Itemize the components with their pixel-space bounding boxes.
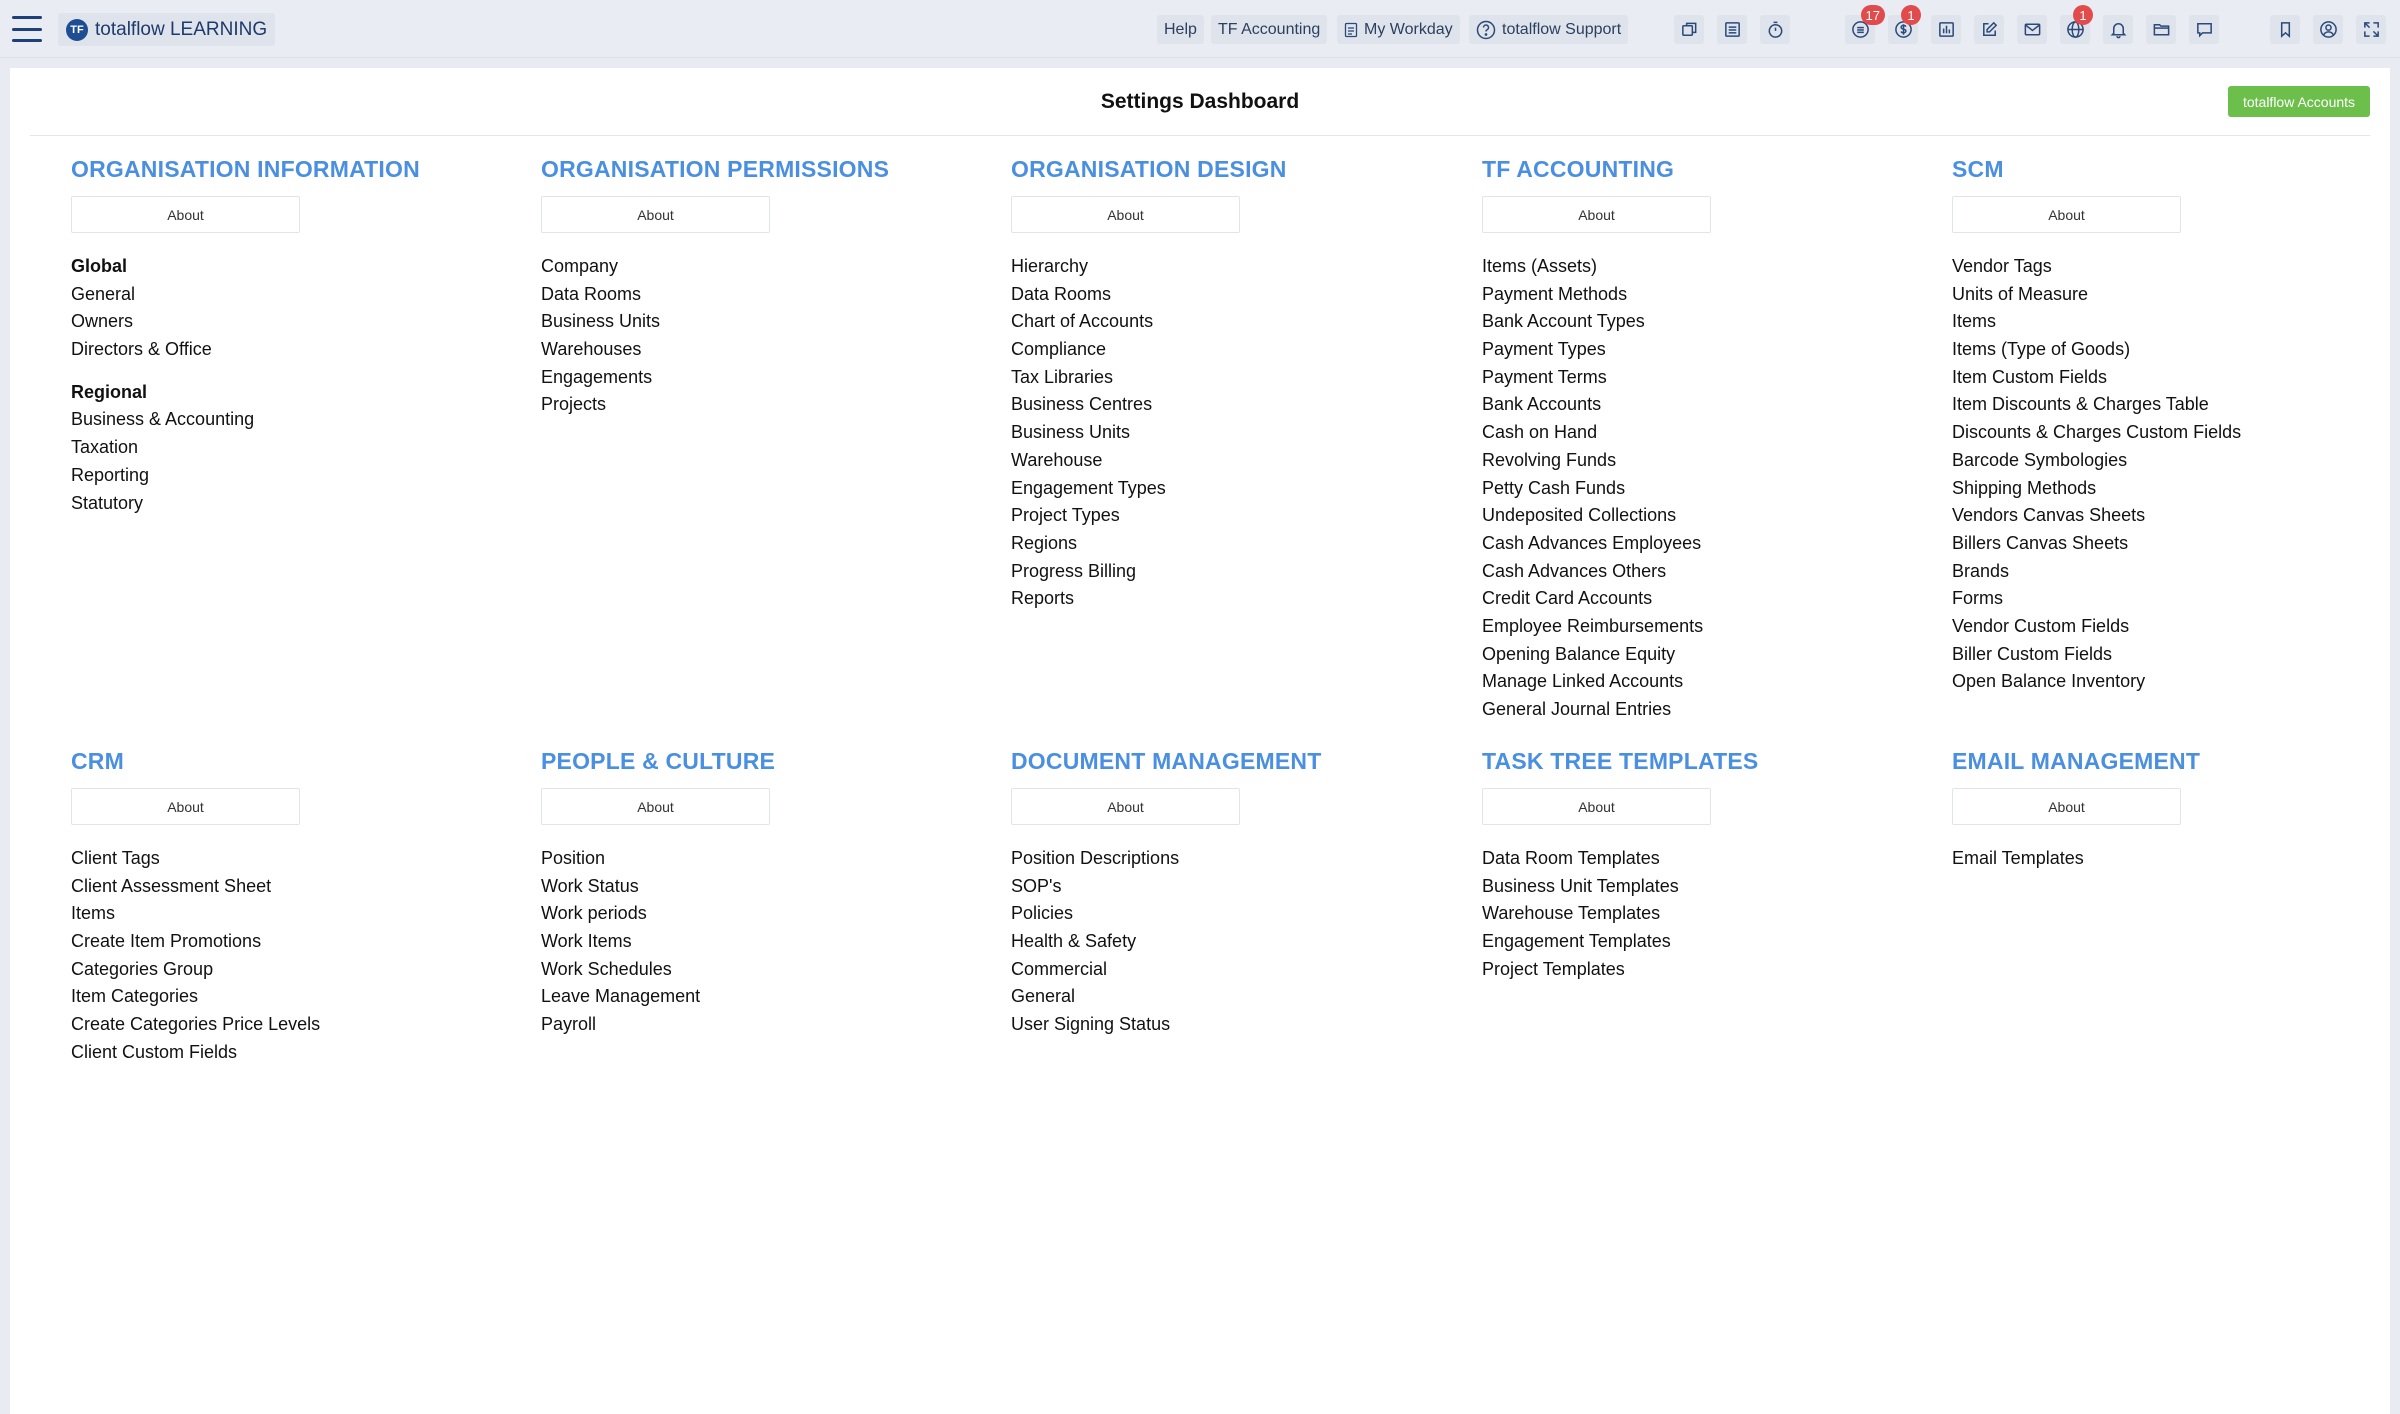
- settings-list: [1952, 253, 2392, 696]
- section-email-management: [1952, 746, 2392, 873]
- settings-link[interactable]: Tax Libraries: [1011, 366, 1114, 387]
- section-organisation-design: [1011, 154, 1451, 613]
- top-bar: [0, 0, 2400, 58]
- about-button[interactable]: About: [71, 196, 300, 233]
- payments-badge: 1: [1901, 5, 1921, 25]
- section-title: SCM: [1952, 156, 2004, 182]
- settings-link[interactable]: Business Units: [1011, 422, 1131, 443]
- settings-link[interactable]: Manage Linked Accounts: [1482, 671, 1684, 692]
- settings-panel: [10, 68, 2390, 1414]
- settings-link[interactable]: Warehouse Templates: [1482, 903, 1661, 924]
- settings-link[interactable]: Cash Advances Others: [1482, 560, 1667, 581]
- about-button[interactable]: About: [1482, 788, 1711, 825]
- list-icon: [1723, 20, 1742, 39]
- settings-link[interactable]: Progress Billing: [1011, 560, 1137, 581]
- settings-link[interactable]: Vendor Tags: [1952, 256, 2052, 276]
- settings-link[interactable]: Biller Custom Fields: [1952, 643, 2113, 664]
- settings-link[interactable]: Data Room Templates: [1482, 848, 1660, 868]
- bell-icon: [2109, 20, 2128, 39]
- profile-button[interactable]: [2313, 15, 2343, 44]
- global-badge: 1: [2073, 5, 2093, 25]
- settings-link[interactable]: Regions: [1011, 532, 1078, 553]
- settings-link[interactable]: Engagement Templates: [1482, 931, 1671, 952]
- settings-link[interactable]: Items (Type of Goods): [1952, 339, 2131, 360]
- settings-link[interactable]: Brands: [1952, 560, 2010, 581]
- settings-link[interactable]: Projects: [541, 394, 607, 415]
- settings-link[interactable]: Company: [541, 256, 619, 276]
- settings-link[interactable]: Payroll: [541, 1014, 597, 1035]
- folder-icon: [2152, 20, 2171, 39]
- settings-link[interactable]: Leave Management: [541, 986, 701, 1007]
- section-title: CRM: [71, 748, 124, 774]
- settings-link[interactable]: Payment Methods: [1482, 283, 1628, 304]
- about-button[interactable]: About: [1011, 788, 1240, 825]
- menu-icon[interactable]: [12, 16, 42, 42]
- reports-button[interactable]: [1931, 15, 1961, 44]
- edit-icon: [1980, 20, 1999, 39]
- tf-accounting-link[interactable]: [1211, 15, 1327, 44]
- settings-link[interactable]: Position: [541, 848, 606, 868]
- brand-logo-icon: TF: [66, 19, 88, 41]
- settings-link[interactable]: Bank Accounts: [1482, 394, 1602, 415]
- settings-link[interactable]: Categories Group: [71, 958, 214, 979]
- settings-link[interactable]: Item Custom Fields: [1952, 366, 2108, 387]
- document-icon: [1344, 22, 1358, 38]
- section-title: ORGANISATION PERMISSIONS: [541, 156, 890, 182]
- settings-link[interactable]: Work Schedules: [541, 958, 672, 979]
- brand-name: totalflow LEARNING: [95, 18, 268, 40]
- global-button[interactable]: [2060, 7, 2090, 44]
- settings-link[interactable]: Opening Balance Equity: [1482, 643, 1676, 664]
- about-button[interactable]: About: [1011, 196, 1240, 233]
- settings-list: [541, 845, 981, 1039]
- settings-link[interactable]: Billers Canvas Sheets: [1952, 532, 2129, 553]
- edit-button[interactable]: [1974, 15, 2004, 44]
- settings-link[interactable]: Shipping Methods: [1952, 477, 2097, 498]
- settings-link[interactable]: Compliance: [1011, 339, 1107, 360]
- stopwatch-icon: [1766, 20, 1785, 39]
- section-title: TF ACCOUNTING: [1482, 156, 1675, 182]
- settings-link[interactable]: Payment Types: [1482, 339, 1606, 360]
- help-link[interactable]: [1157, 15, 1204, 44]
- page-title: Settings Dashboard: [1100, 90, 1300, 113]
- bookmark-button[interactable]: [2270, 15, 2300, 44]
- settings-link[interactable]: Petty Cash Funds: [1482, 477, 1626, 498]
- fullscreen-button[interactable]: [2356, 15, 2386, 44]
- chat-button[interactable]: [2189, 15, 2219, 44]
- my-workday-link[interactable]: [1337, 15, 1460, 44]
- settings-link[interactable]: Work periods: [541, 903, 647, 924]
- settings-link[interactable]: Data Rooms: [1011, 283, 1112, 304]
- copy-windows-icon: [1680, 20, 1699, 39]
- settings-link[interactable]: Forms: [1952, 588, 2003, 609]
- settings-link[interactable]: Policies: [1011, 903, 1074, 924]
- group-label-global: Global: [71, 256, 128, 276]
- settings-list: [541, 253, 981, 419]
- settings-link[interactable]: Items: [71, 903, 116, 924]
- section-scm: [1952, 154, 2392, 696]
- settings-link[interactable]: Statutory: [71, 492, 144, 513]
- settings-link[interactable]: Taxation: [71, 437, 139, 458]
- settings-link[interactable]: General: [71, 283, 136, 304]
- about-button[interactable]: About: [71, 788, 300, 825]
- settings-list: [1482, 253, 1922, 724]
- settings-link[interactable]: Employee Reimbursements: [1482, 615, 1704, 636]
- notifications-list-button[interactable]: [1845, 7, 1880, 44]
- settings-link[interactable]: SOP's: [1011, 875, 1062, 896]
- support-link-label: totalflow Support: [1502, 20, 1622, 38]
- settings-link[interactable]: Vendor Custom Fields: [1952, 615, 2130, 636]
- settings-link[interactable]: Cash Advances Employees: [1482, 532, 1702, 553]
- settings-link[interactable]: Owners: [71, 311, 134, 332]
- tf-accounting-link-label: TF Accounting: [1218, 20, 1321, 38]
- settings-link[interactable]: Reports: [1011, 588, 1075, 609]
- settings-link[interactable]: Create Item Promotions: [71, 931, 262, 952]
- about-button[interactable]: About: [1482, 196, 1711, 233]
- section-title: EMAIL MANAGEMENT: [1952, 748, 2201, 774]
- settings-link[interactable]: Vendors Canvas Sheets: [1952, 505, 2146, 526]
- notifications-badge: 17: [1861, 5, 1885, 25]
- section-title: ORGANISATION INFORMATION: [71, 156, 420, 182]
- my-workday-link-label: My Workday: [1364, 20, 1453, 38]
- settings-link[interactable]: Work Status: [541, 875, 639, 896]
- section-document-management: [1011, 746, 1451, 1039]
- settings-link[interactable]: Data Rooms: [541, 283, 642, 304]
- settings-link[interactable]: Barcode Symbologies: [1952, 449, 2128, 470]
- bar-chart-icon: [1937, 20, 1956, 39]
- settings-link[interactable]: Discounts & Charges Custom Fields: [1952, 422, 2242, 443]
- alerts-button[interactable]: [2103, 15, 2133, 44]
- settings-link[interactable]: General: [1011, 986, 1076, 1007]
- settings-link[interactable]: Hierarchy: [1011, 256, 1089, 276]
- settings-link[interactable]: Position Descriptions: [1011, 848, 1180, 868]
- windows-button[interactable]: [1674, 15, 1704, 44]
- chat-icon: [2195, 20, 2214, 39]
- help-circle-icon: [1476, 20, 1496, 40]
- settings-link[interactable]: Payment Terms: [1482, 366, 1607, 387]
- settings-link[interactable]: Project Types: [1011, 505, 1120, 526]
- section-organisation-information: [71, 154, 511, 517]
- settings-link[interactable]: Directors & Office: [71, 339, 212, 360]
- settings-list: [71, 845, 511, 1067]
- settings-link[interactable]: Email Templates: [1952, 848, 2084, 868]
- settings-link[interactable]: Cash on Hand: [1482, 422, 1598, 443]
- help-link-label: Help: [1164, 20, 1197, 38]
- settings-list: [1482, 845, 1922, 983]
- settings-link[interactable]: Create Categories Price Levels: [71, 1014, 321, 1035]
- settings-list: [1952, 845, 2392, 873]
- settings-link[interactable]: Items: [1952, 311, 1997, 332]
- settings-link[interactable]: Revolving Funds: [1482, 449, 1617, 470]
- settings-link[interactable]: Project Templates: [1482, 958, 1625, 979]
- settings-link[interactable]: Undeposited Collections: [1482, 505, 1677, 526]
- payments-button[interactable]: [1888, 7, 1918, 44]
- settings-link[interactable]: Client Assessment Sheet: [71, 875, 272, 896]
- section-title: TASK TREE TEMPLATES: [1482, 748, 1759, 774]
- settings-link[interactable]: Engagements: [541, 366, 653, 387]
- settings-list: [71, 253, 511, 517]
- about-button[interactable]: About: [541, 788, 770, 825]
- bookmark-icon: [2276, 20, 2295, 39]
- settings-link[interactable]: Health & Safety: [1011, 931, 1137, 952]
- section-people-culture: [541, 746, 981, 1039]
- user-circle-icon: [2319, 20, 2338, 39]
- settings-link[interactable]: Units of Measure: [1952, 283, 2089, 304]
- settings-link[interactable]: Reporting: [71, 464, 150, 485]
- settings-link[interactable]: Credit Card Accounts: [1482, 588, 1653, 609]
- settings-link[interactable]: Work Items: [541, 931, 632, 952]
- expand-icon: [2362, 20, 2381, 39]
- settings-link[interactable]: Item Discounts & Charges Table: [1952, 394, 2209, 415]
- mail-button[interactable]: [2017, 15, 2047, 44]
- section-title: ORGANISATION DESIGN: [1011, 156, 1287, 182]
- timer-button[interactable]: [1760, 15, 1790, 44]
- settings-list: [1011, 845, 1451, 1039]
- settings-link[interactable]: Warehouse: [1011, 449, 1103, 470]
- about-button[interactable]: About: [1952, 788, 2181, 825]
- section-title: PEOPLE & CULTURE: [541, 748, 776, 774]
- section-crm: [71, 746, 511, 1067]
- group-label-regional: Regional: [71, 381, 148, 402]
- settings-link[interactable]: Item Categories: [71, 986, 199, 1007]
- settings-link[interactable]: Chart of Accounts: [1011, 311, 1154, 332]
- section-organisation-permissions: [541, 154, 981, 419]
- settings-link[interactable]: Business & Accounting: [71, 409, 255, 430]
- section-task-tree-templates: [1482, 746, 1922, 983]
- settings-link[interactable]: Bank Account Types: [1482, 311, 1645, 332]
- settings-link[interactable]: Engagement Types: [1011, 477, 1166, 498]
- settings-list: [1011, 253, 1451, 613]
- list-button[interactable]: [1717, 15, 1747, 44]
- settings-link[interactable]: General Journal Entries: [1482, 699, 1672, 719]
- section-tf-accounting: [1482, 154, 1922, 724]
- settings-link[interactable]: User Signing Status: [1011, 1014, 1171, 1035]
- support-link[interactable]: [1469, 15, 1628, 44]
- panel-header: [30, 68, 2370, 136]
- about-button[interactable]: About: [541, 196, 770, 233]
- settings-link[interactable]: Commercial: [1011, 958, 1108, 979]
- settings-link[interactable]: Client Custom Fields: [71, 1041, 238, 1062]
- totalflow-accounts-button[interactable]: totalflow Accounts: [2228, 86, 2370, 117]
- files-button[interactable]: [2146, 15, 2176, 44]
- settings-link[interactable]: Business Unit Templates: [1482, 875, 1679, 896]
- settings-link[interactable]: Items (Assets): [1482, 256, 1598, 276]
- settings-link[interactable]: Open Balance Inventory: [1952, 671, 2146, 692]
- settings-link[interactable]: Business Centres: [1011, 394, 1153, 415]
- mail-icon: [2023, 20, 2042, 39]
- section-title: DOCUMENT MANAGEMENT: [1011, 748, 1322, 774]
- settings-link[interactable]: Client Tags: [71, 848, 160, 868]
- about-button[interactable]: About: [1952, 196, 2181, 233]
- settings-link[interactable]: Warehouses: [541, 339, 642, 360]
- brand-home-link[interactable]: [58, 13, 275, 46]
- settings-link[interactable]: Business Units: [541, 311, 661, 332]
